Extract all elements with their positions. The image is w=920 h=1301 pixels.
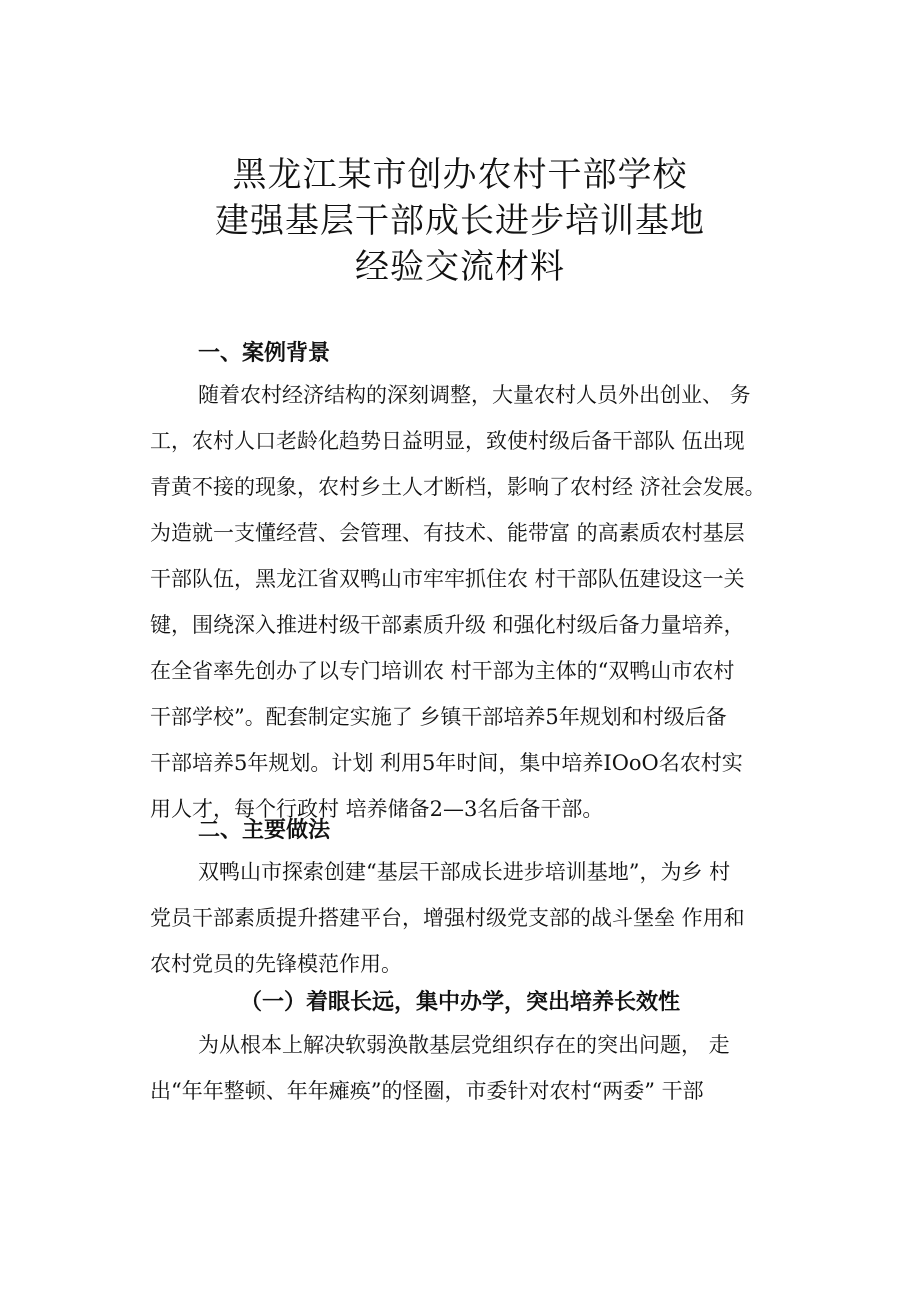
section-heading-background: 一、案例背景: [198, 341, 331, 366]
paragraph-line: 为造就一支懂经营、会管理、有技术、能带富 的高素质农村基层: [150, 521, 745, 545]
paragraph-line: 党员干部素质提升搭建平台，增强村级党支部的战斗堡垒 作用和: [150, 906, 745, 930]
paragraph-long-term: [150, 1022, 810, 1114]
title-line-3: 经验交流材料: [355, 247, 565, 287]
paragraph-line: 干部培养5年规划。计划 利用5年时间，集中培养IOoO名农村实: [150, 751, 743, 775]
paragraph-line: 键，围绕深入推进村级干部素质升级 和强化村级后备力量培养，: [150, 613, 745, 637]
paragraph-main-practices: [150, 849, 810, 987]
paragraph-line: 出“年年整顿、年年瘫痪”的怪圈，市委针对农村“两委” 干部: [150, 1079, 704, 1103]
paragraph-line: 随着农村经济结构的深刻调整，大量农村人员外出创业、 务: [198, 383, 751, 407]
paragraph-line: 青黄不接的现象，农村乡土人才断档，影响了农村经 济社会发展。: [150, 475, 766, 499]
paragraph-line: 为从根本上解决软弱涣散基层党组织存在的突出问题， 走: [198, 1033, 730, 1057]
paragraph-line: 双鸭山市探索创建“基层干部成长进步培训基地”，为乡 村: [198, 860, 731, 884]
paragraph-line: 农村党员的先锋模范作用。: [150, 952, 402, 976]
paragraph-line: 在全省率先创办了以专门培训农 村干部为主体的“双鸭山市农村: [150, 659, 735, 683]
paragraph-line: 干部学校”。配套制定实施了 乡镇干部培养5年规划和村级后备: [150, 705, 727, 729]
title-line-1: 黑龙江某市创办农村干部学校: [232, 155, 688, 195]
paragraph-line: 工，农村人口老龄化趋势日益明显，致使村级后备干部队 伍出现: [150, 429, 745, 453]
document-title: [0, 152, 920, 290]
paragraph-line: 用人才，每个行政村 培养储备2—3名后备干部。: [150, 797, 604, 821]
section-heading-main-practices: 二、主要做法: [198, 818, 331, 843]
title-line-2: 建强基层干部成长进步培训基地: [215, 201, 705, 241]
paragraph-background: [150, 372, 810, 832]
paragraph-line: 干部队伍，黑龙江省双鸭山市牢牢抓住农 村干部队伍建设这一关: [150, 567, 745, 591]
subsection-heading-long-term: （一）着眼长远，集中办学，突出培养长效性: [239, 990, 680, 1015]
